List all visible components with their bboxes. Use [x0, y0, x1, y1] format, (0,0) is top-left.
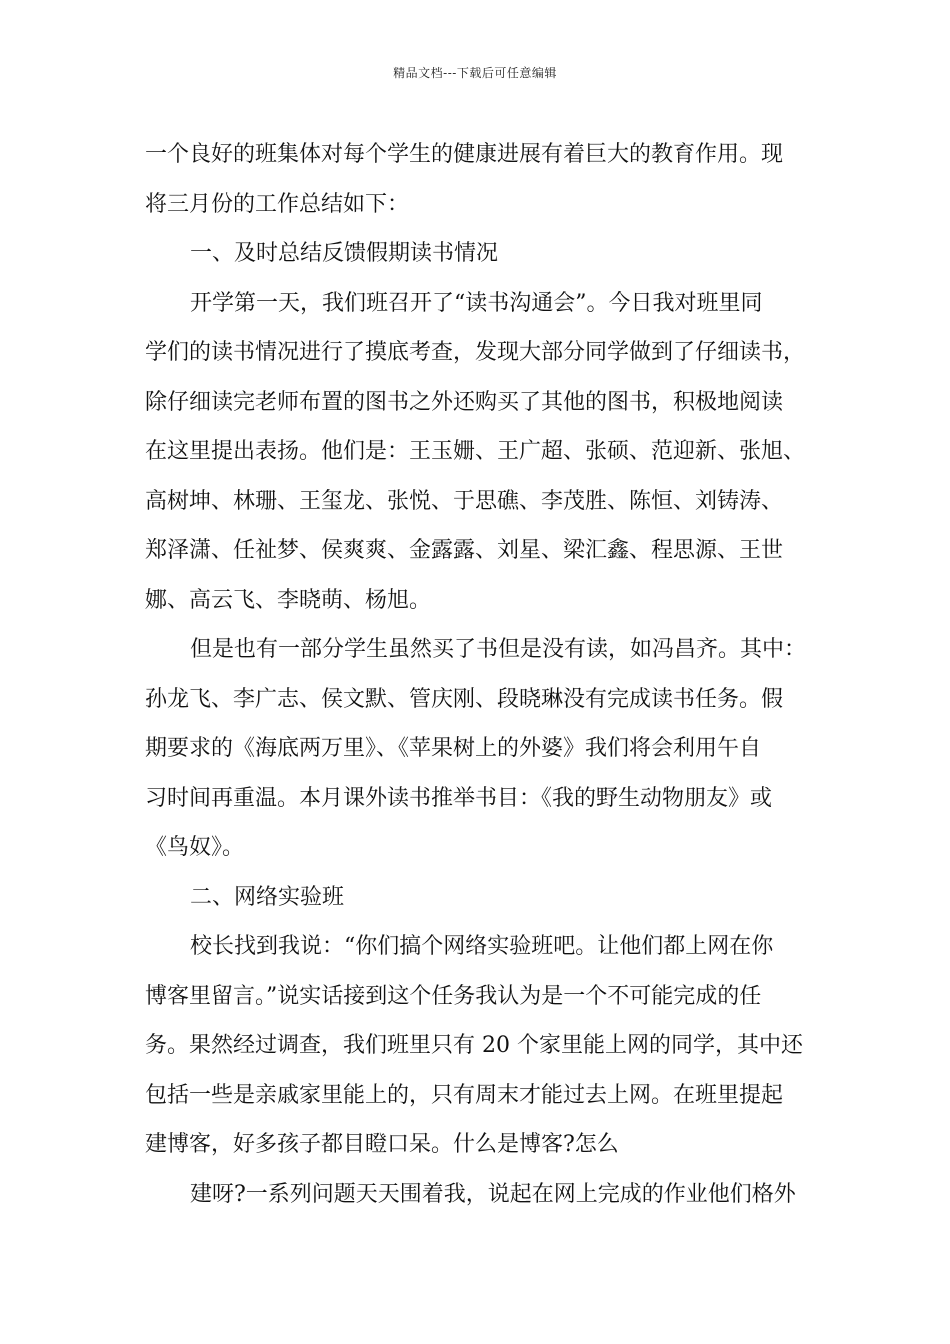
text-line: 博客里留言。”说实话接到这个任务我认为是一个不可能完成的任 — [145, 983, 762, 1009]
text-line: 学们的读书情况进行了摸底考查，发现大部分同学做到了仔细读书， — [145, 340, 806, 365]
text-line: 习时间再重温。本月课外读书推举书目：《我的野生动物朋友》或 — [145, 785, 773, 811]
text-line: 一个良好的班集体对每个学生的健康进展有着巨大的教育作用。现 — [145, 142, 784, 167]
text-line: 建博客，好多孩子都目瞪口呆。什么是博客?怎么 — [145, 1132, 619, 1157]
text-line: 建呀?一系列问题天天围着我，说起在网上完成的作业他们格外 — [190, 1181, 796, 1207]
text-line: 务。果然经过调查，我们班里只有 20 个家里能上网的同学，其中还 — [145, 1033, 803, 1058]
text-line: 郑泽潇、任祉梦、侯爽爽、金露露、刘星、梁汇鑫、程思源、王世 — [145, 538, 784, 563]
text-line: 将三月份的工作总结如下： — [145, 191, 410, 217]
document-body — [145, 130, 825, 1219]
text-line: 二、网络实验班 — [190, 884, 345, 910]
text-line: 包括一些是亲戚家里能上的，只有周末才能过去上网。在班里提起 — [145, 1082, 784, 1108]
text-line: 但是也有一部分学生虽然买了书但是没有读，如冯昌齐。其中： — [190, 637, 807, 662]
text-line: 高树坤、林珊、王玺龙、张悦、于思礁、李茂胜、陈恒、刘铸涛、 — [145, 488, 784, 514]
text-line: 除仔细读完老师布置的图书之外还购买了其他的图书，积极地阅读 — [145, 389, 784, 415]
page-header: 精品文档---下载后可任意编辑 — [393, 66, 557, 80]
text-line: 在这里提出表扬。他们是：王玉姗、王广超、张硕、范迎新、张旭、 — [145, 439, 806, 464]
text-line: 校长找到我说：“你们搞个网络实验班吧。让他们都上网在你 — [190, 934, 774, 959]
text-line: 娜、高云飞、李晓萌、杨旭。 — [145, 587, 432, 613]
text-line: 一、及时总结反馈假期读书情况 — [190, 241, 499, 266]
text-line: 期要求的《海底两万里》、《苹果树上的外婆》我们将会利用午自 — [145, 736, 762, 761]
text-line: 开学第一天，我们班召开了“读书沟通会”。今日我对班里同 — [190, 290, 763, 316]
text-line: 《鸟奴》。 — [145, 835, 245, 860]
text-line: 孙龙飞、李广志、侯文默、管庆刚、段晓琳没有完成读书任务。假 — [145, 686, 784, 712]
